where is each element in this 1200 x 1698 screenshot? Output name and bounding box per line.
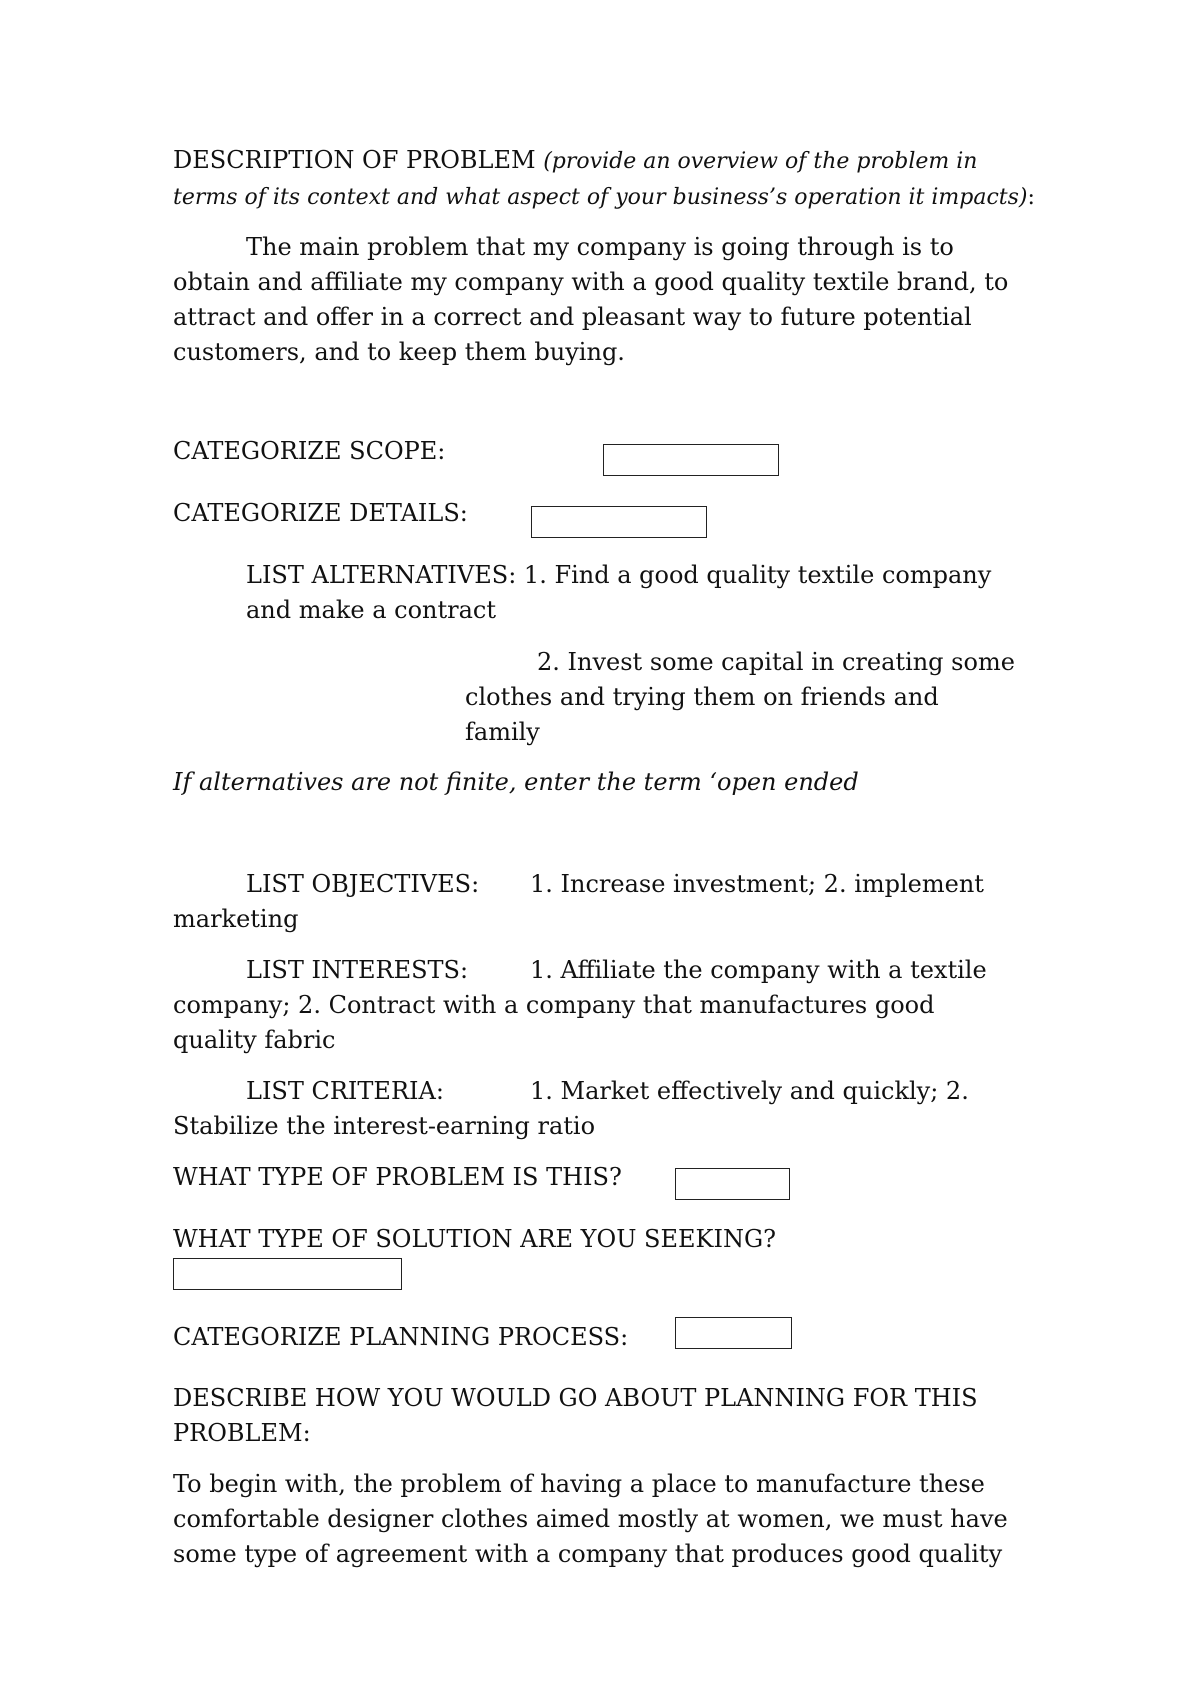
planning-heading-1: DESCRIBE HOW YOU WOULD GO ABOUT PLANNING FOR THIS <box>173 1384 978 1412</box>
criteria-text: 1. Market effectively and quickly; 2. <box>530 1077 969 1105</box>
scope-input[interactable] <box>603 444 779 476</box>
alternatives-item2-line-2: clothes and trying them on friends and <box>465 683 939 711</box>
planning-body-line-2: comfortable designer clothes aimed mostly at women, we must have <box>173 1505 1008 1533</box>
solution-type-label: WHAT TYPE OF SOLUTION ARE YOU SEEKING? <box>173 1225 776 1253</box>
description-body-line-4: customers, and to keep them buying. <box>173 338 625 366</box>
alternatives-note: If alternatives are not finite, enter the term ‘open ended <box>173 768 859 796</box>
description-hint-2: terms of its context and what aspect of your business’s operation it impacts) <box>173 185 1028 210</box>
interests-label: LIST INTERESTS: <box>246 956 469 984</box>
alternatives-line-1: LIST ALTERNATIVES: 1. Find a good quality textile company <box>246 561 992 589</box>
scope-label: CATEGORIZE SCOPE: <box>173 437 446 465</box>
criteria-label: LIST CRITERIA: <box>246 1077 444 1105</box>
planning-body-line-3: some type of agreement with a company that produces good quality <box>173 1540 1003 1568</box>
solution-type-input[interactable] <box>173 1258 402 1290</box>
planning-body-line-1: To begin with, the problem of having a place to manufacture these <box>173 1470 985 1498</box>
alternatives-item2-line-1: 2. Invest some capital in creating some <box>537 648 1015 676</box>
description-body-line-1: The main problem that my company is going through is to <box>246 233 954 261</box>
problem-type-input[interactable] <box>675 1168 790 1200</box>
planning-process-input[interactable] <box>675 1317 792 1349</box>
interests-cont-2: quality fabric <box>173 1026 336 1054</box>
alternatives-line-2: and make a contract <box>246 596 496 624</box>
description-heading-line <box>173 143 1053 179</box>
details-input[interactable] <box>531 506 707 538</box>
description-body-line-3: attract and offer in a correct and pleasant way to future potential <box>173 303 972 331</box>
description-heading: DESCRIPTION OF PROBLEM <box>173 146 544 174</box>
description-body-line-2: obtain and affiliate my company with a good quality textile brand, to <box>173 268 1009 296</box>
objectives-cont: marketing <box>173 905 299 933</box>
description-hint-line <box>173 180 1053 215</box>
alternatives-item2-line-3: family <box>465 718 540 746</box>
interests-text: 1. Affiliate the company with a textile <box>530 956 987 984</box>
objectives-label: LIST OBJECTIVES: <box>246 870 480 898</box>
description-hint-1: (provide an overview of the problem in <box>543 149 978 174</box>
planning-process-label: CATEGORIZE PLANNING PROCESS: <box>173 1323 629 1351</box>
description-colon: : <box>1027 185 1035 210</box>
interests-cont-1: company; 2. Contract with a company that manufactures good <box>173 991 935 1019</box>
problem-type-label: WHAT TYPE OF PROBLEM IS THIS? <box>173 1163 622 1191</box>
details-label: CATEGORIZE DETAILS: <box>173 499 468 527</box>
criteria-cont: Stabilize the interest-earning ratio <box>173 1112 596 1140</box>
planning-heading-2: PROBLEM: <box>173 1419 311 1447</box>
objectives-text: 1. Increase investment; 2. implement <box>530 870 984 898</box>
